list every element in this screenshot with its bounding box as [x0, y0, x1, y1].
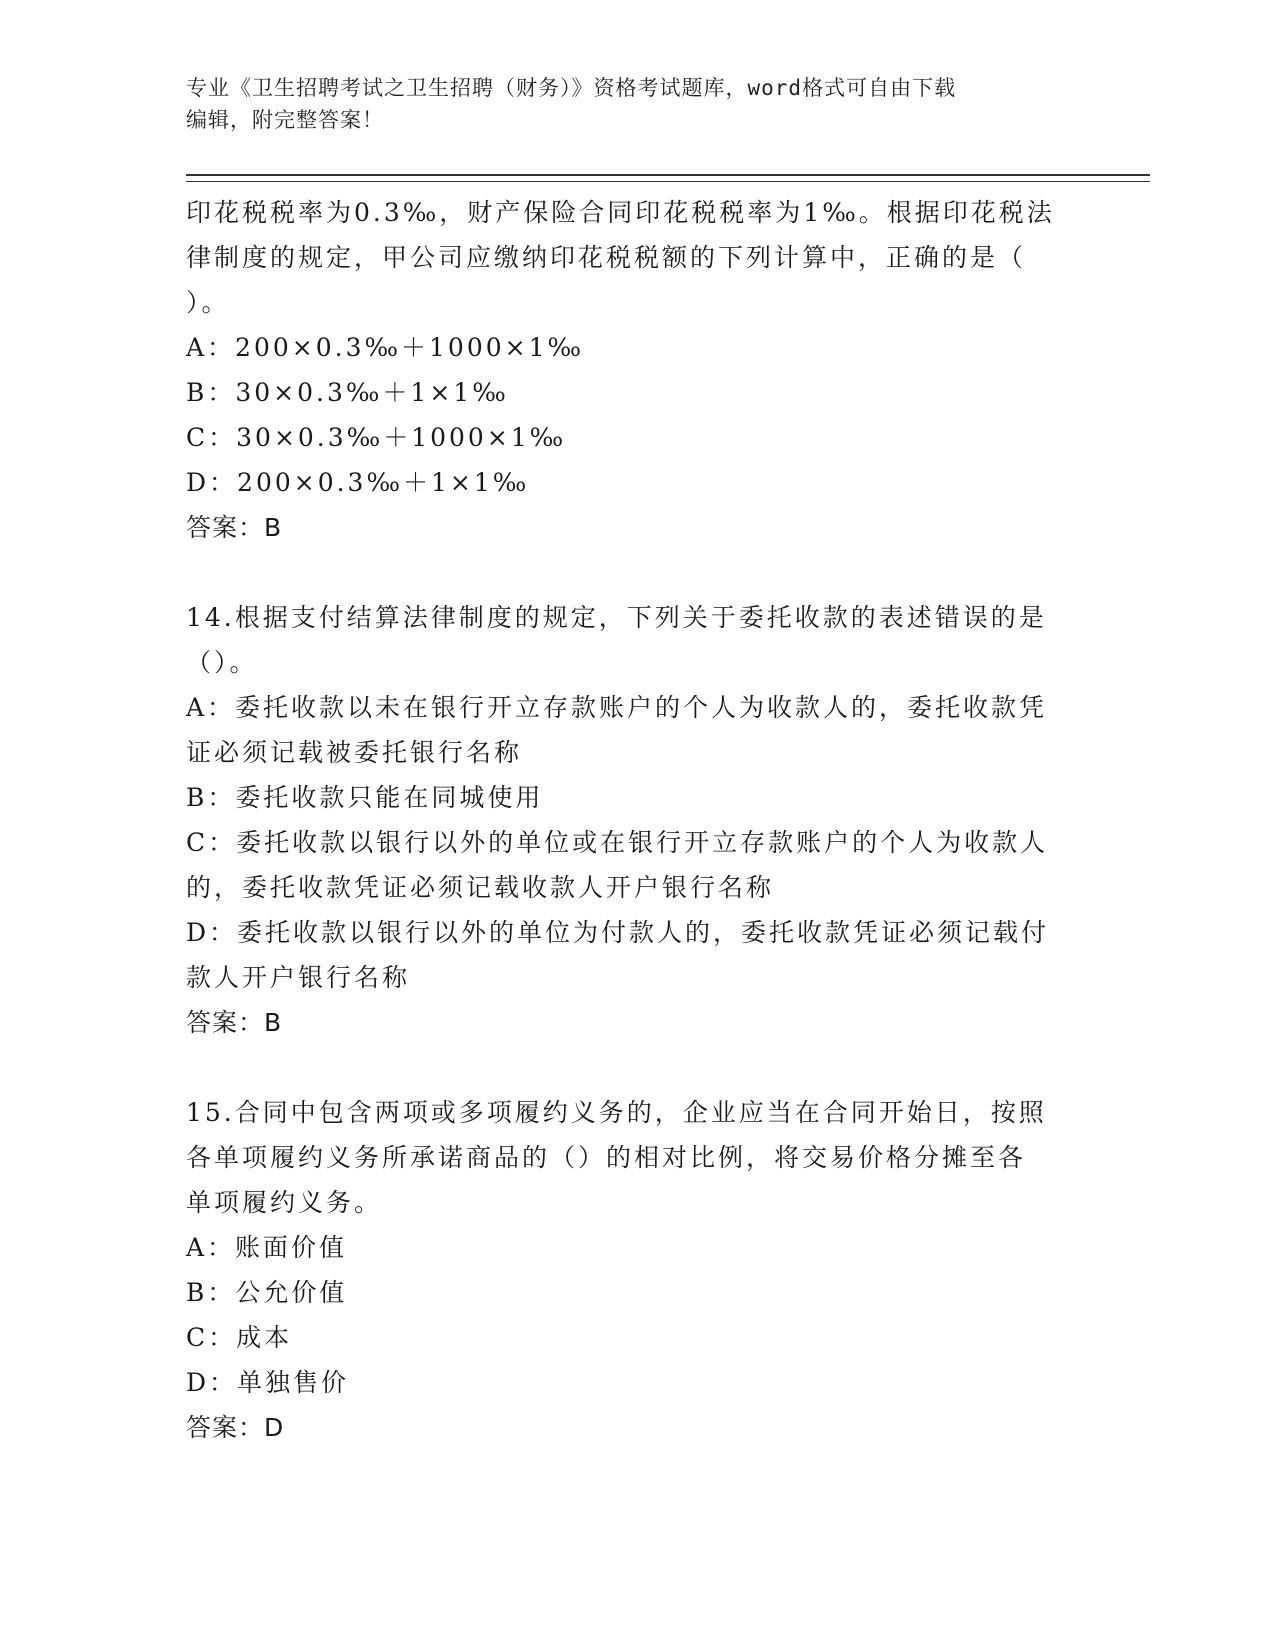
question-spacer	[186, 550, 1086, 595]
question-list	[186, 190, 1086, 1450]
question-15	[186, 1090, 1086, 1450]
question-15-stem-line-1: 15.合同中包含两项或多项履约义务的，企业应当在合同开始日，按照	[186, 1098, 1047, 1127]
question-15-option-b: B：公允价值	[186, 1278, 348, 1307]
question-13-stem-line-3: ）。	[186, 288, 230, 317]
question-13-option-b: B：30×0.3‰＋1×1‰	[186, 378, 509, 407]
question-spacer	[186, 1045, 1086, 1090]
header-line-2: 编辑，附完整答案！	[186, 108, 384, 132]
question-15-option-c: C：成本	[186, 1323, 293, 1352]
header-line-1: 专业《卫生招聘考试之卫生招聘（财务）》资格考试题库，word格式可自由下载	[186, 76, 957, 100]
question-15-answer: 答案：D	[186, 1413, 285, 1442]
question-15-option-d: D：单独售价	[186, 1368, 350, 1397]
question-14-option-d-line-2: 款人开户银行名称	[186, 963, 411, 992]
question-15-option-a: A：账面价值	[186, 1233, 348, 1262]
question-14-option-a-line-1: A：委托收款以未在银行开立存款账户的个人为收款人的，委托收款凭	[186, 693, 1048, 722]
question-13-option-c: C：30×0.3‰＋1000×1‰	[186, 423, 567, 452]
question-14-stem-line-2: （）。	[186, 648, 258, 677]
question-15-stem-line-2: 各单项履约义务所承诺商品的（）的相对比例，将交易价格分摊至各	[186, 1143, 1027, 1172]
question-13-stem-line-2: 律制度的规定，甲公司应缴纳印花税税额的下列计算中，正确的是（	[186, 243, 1027, 272]
question-13-option-d: D：200×0.3‰＋1×1‰	[186, 468, 530, 497]
header-divider-thin	[186, 181, 1150, 182]
question-14-option-a-line-2: 证必须记载被委托银行名称	[186, 738, 523, 767]
header-divider-thick	[186, 174, 1150, 176]
question-14	[186, 595, 1086, 1045]
question-14-option-c-line-1: C：委托收款以银行以外的单位或在银行开立存款账户的个人为收款人	[186, 828, 1049, 857]
question-14-option-d-line-1: D：委托收款以银行以外的单位为付款人的，委托收款凭证必须记载付	[186, 918, 1050, 947]
question-13	[186, 190, 1086, 550]
question-14-option-b: B：委托收款只能在同城使用	[186, 783, 544, 812]
question-14-option-c-line-2: 的，委托收款凭证必须记载收款人开户银行名称	[186, 873, 775, 902]
question-13-answer: 答案：B	[186, 513, 283, 542]
question-15-stem-line-3: 单项履约义务。	[186, 1188, 383, 1217]
question-14-answer: 答案：B	[186, 1008, 283, 1037]
question-13-stem-line-1: 印花税税率为0.3‰，财产保险合同印花税税率为1‰。根据印花税法	[186, 198, 1055, 227]
question-14-stem-line-1: 14.根据支付结算法律制度的规定，下列关于委托收款的表述错误的是	[186, 603, 1047, 632]
question-13-option-a: A：200×0.3‰＋1000×1‰	[186, 333, 585, 362]
page-header	[186, 72, 1066, 136]
